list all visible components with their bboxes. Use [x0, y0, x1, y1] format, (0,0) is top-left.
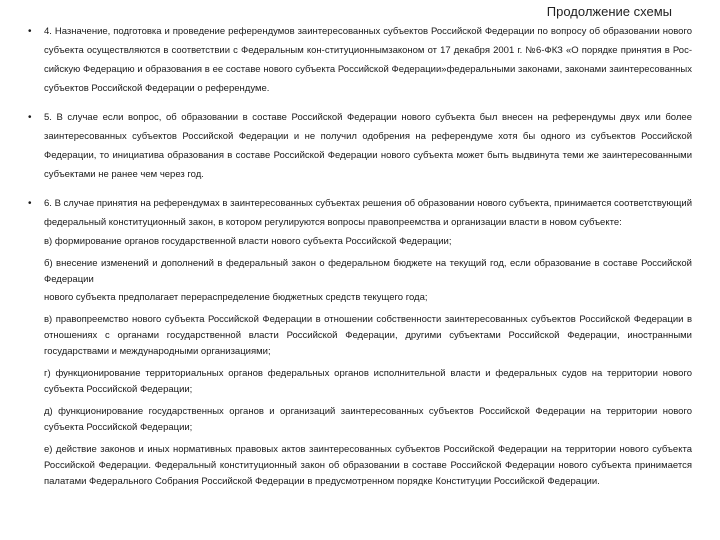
bullet-icon: • [28, 198, 32, 209]
sub-item: нового субъекта предполагает перераспределение бюджетных средств текущего года; [44, 292, 428, 303]
list-item [0, 22, 720, 98]
bullet-icon: • [28, 112, 32, 123]
paragraph: 6. В случае принятия на референдумах в заинтересованных субъектах решения об образовании нового субъекта, принимается соответствующий федеральный конституционный закон, в котором регулируются вопросы правопреемства и организации власти в новом субъекте: [44, 198, 692, 228]
page-title: Продолжение схемы [546, 4, 672, 19]
sub-item: г) функционирование территориальных органов федеральных органов исполнительной власти и федеральных судов на территории нового субъекта Российской Федерации; [44, 368, 692, 395]
document-body [0, 22, 720, 496]
sub-item: в) формирование органов государственной власти нового субъекта Российской Федерации; [44, 236, 452, 247]
bullet-icon: • [28, 26, 32, 37]
sub-item: б) внесение изменений и дополнений в федеральный закон о федеральном бюджете на текущий год, если образование в составе Российской Федерации [44, 258, 692, 285]
paragraph: 5. В случае если вопрос, об образовании в составе Российской Федерации нового субъекта был внесен на референдумы двух или более заинтересованных субъектов Российской Федерации и не получил одобрения на референдуме хотя бы одного из субъектов Российской Федерации, то инициатива образования в составе Российской Федерации нового субъекта может быть выдвинута теми же заинтересованными субъектами не ранее чем через год. [44, 112, 692, 180]
sub-item: в) правопреемство нового субъекта Российской Федерации в отношении собственности заинтересованных субъектов Российской Федерации в отношениях с органами государственной власти Российской Федерации, другими субъектами Российской Федерации, иностранными государствами и международными организациями; [44, 314, 692, 357]
sub-item: е) действие законов и иных нормативных правовых актов заинтересованных субъектов Российской Федерации на территории нового субъекта Российской Федерации. Федеральный конституционный закон об образовании в составе Российской Федерации нового субъекта принимается палатами Федерального Собрания Российской Федерации в предусмотренном порядке Конституции Российской Федерации. [44, 444, 692, 487]
list-item [0, 194, 720, 232]
sub-item: д) функционирование государственных органов и организаций заинтересованных субъектов Российской Федерации на территории нового субъекта Российской Федерации; [44, 406, 692, 433]
paragraph: 4. Назначение, подготовка и проведение референдумов заинтересованных субъектов Российской Федерации по вопросу об образовании нового субъекта осуществляются в соответствии с Федеральным кон-ституционнымзаконом от 17 декабря 2001 г. №6-ФКЗ «О порядке принятия в Рос-сийскую Федерацию и образования в ее составе нового субъекта Российской Федерации»федеральными законами, законами заинтересованных субъектов Российской Федерации о референдуме. [44, 26, 692, 94]
list-item [0, 108, 720, 184]
